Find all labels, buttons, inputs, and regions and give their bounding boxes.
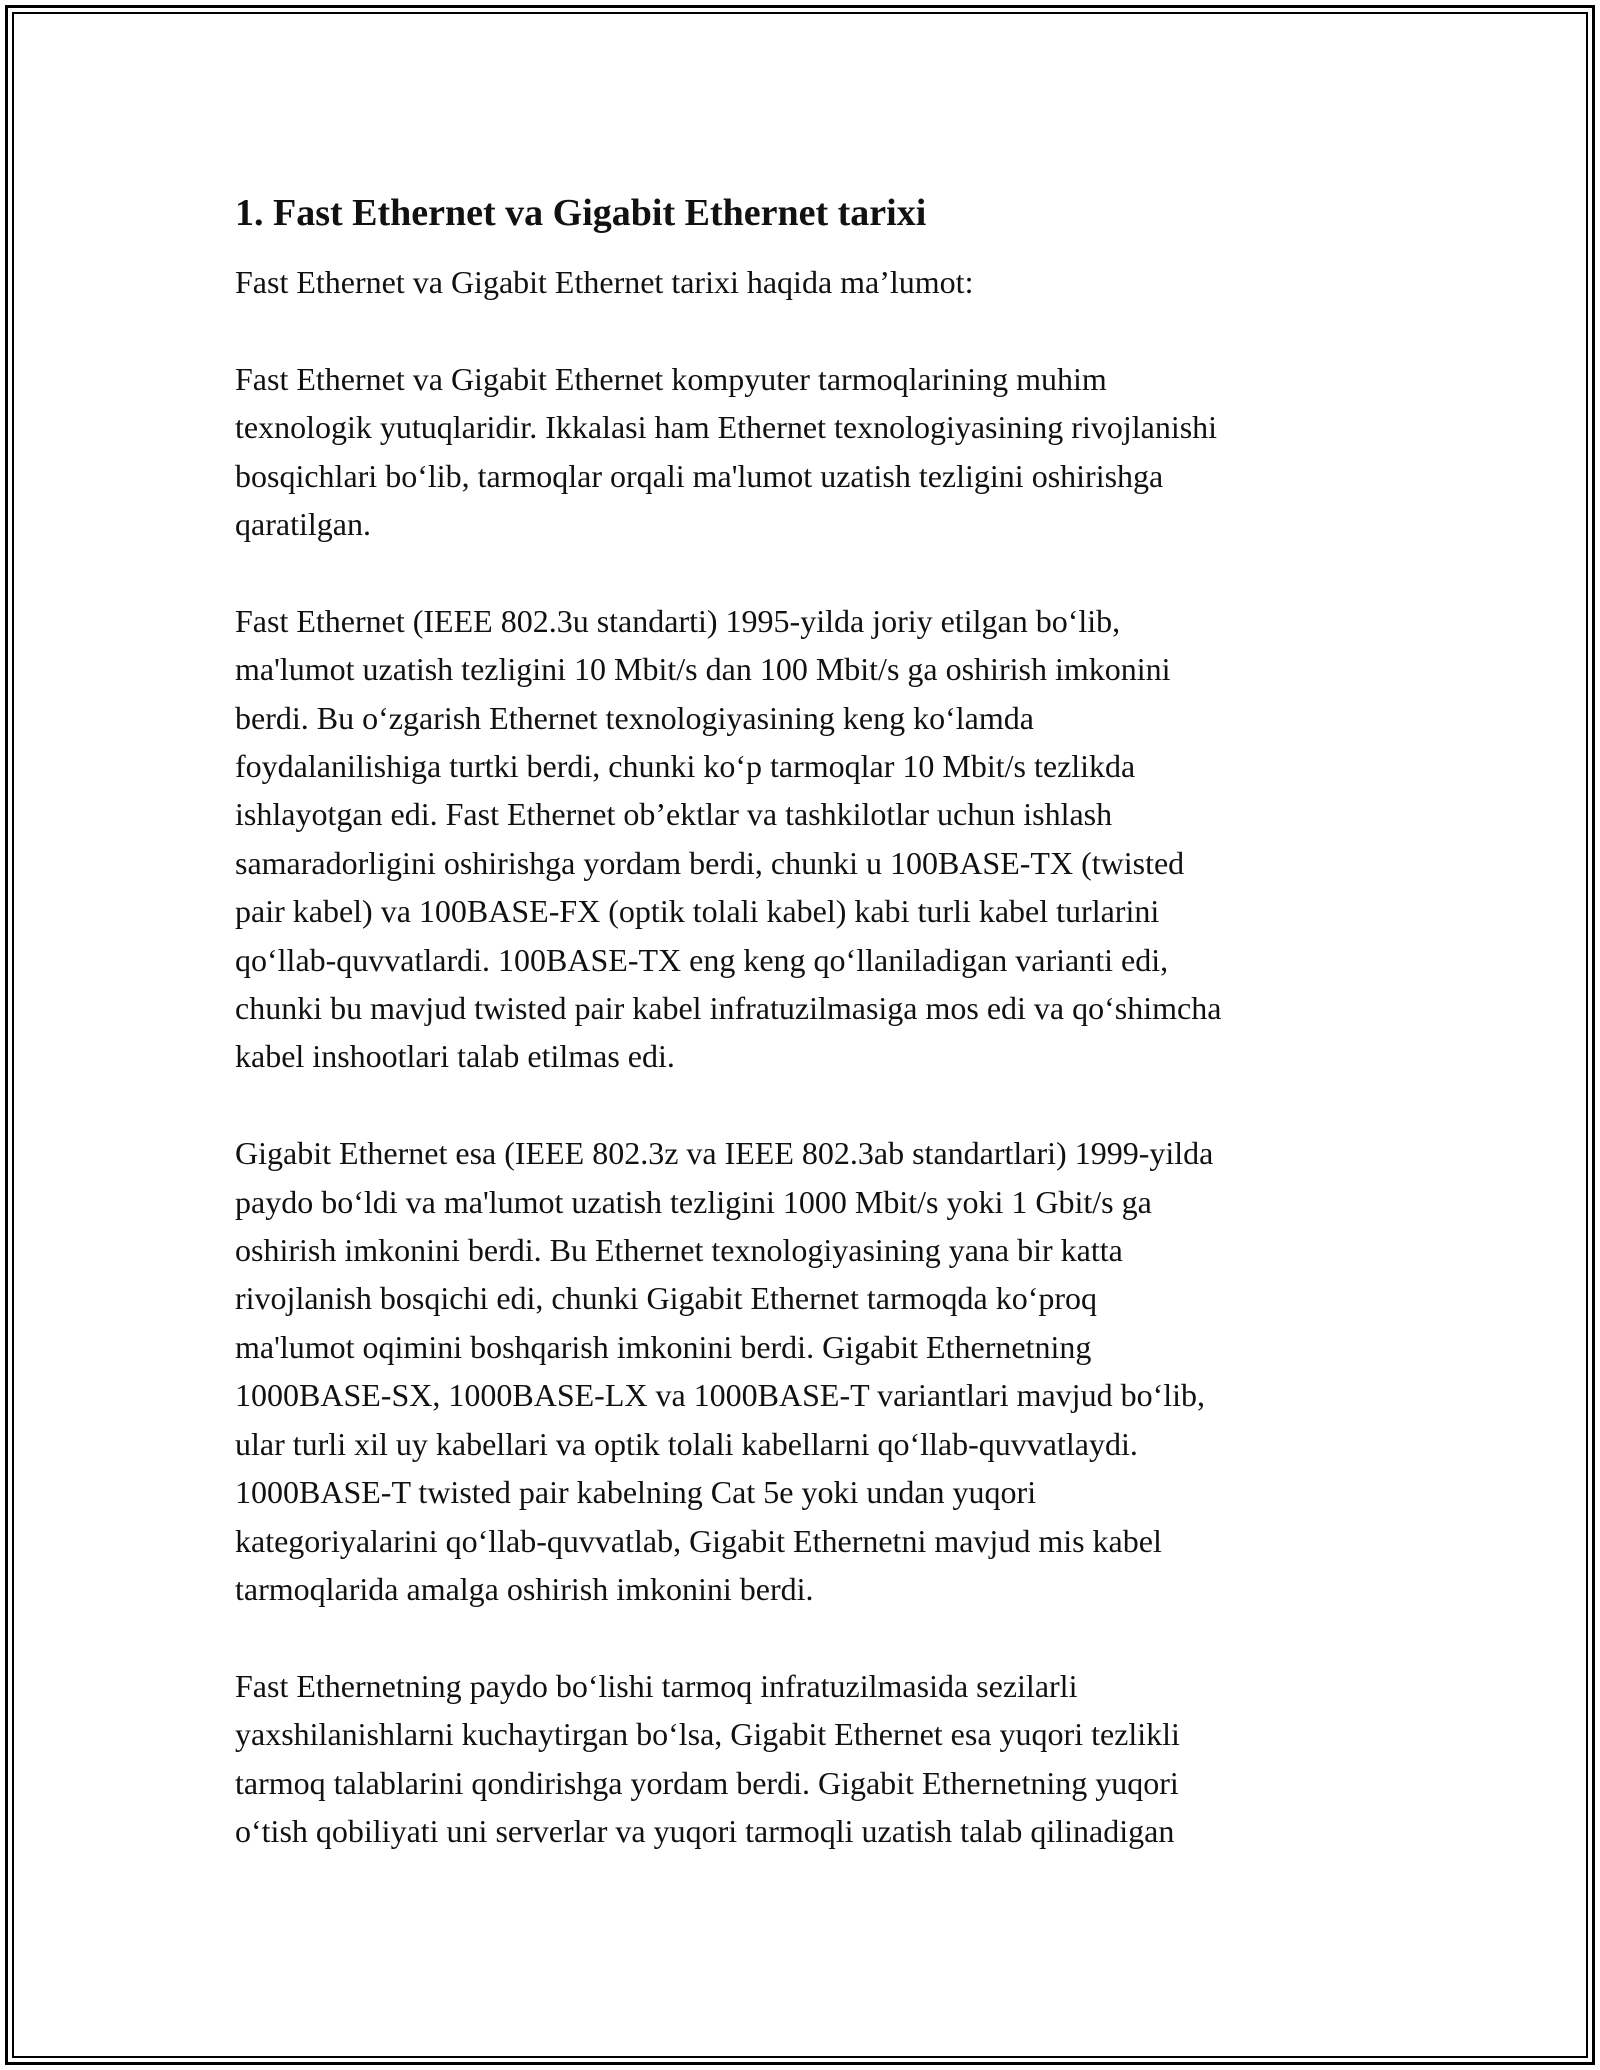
text-line: tarmoq talablarini qondirishga yordam berdi. Gigabit Ethernetning yuqori	[235, 1764, 1179, 1801]
text-line: pair kabel) va 100BASE-FX (optik tolali kabel) kabi turli kabel turlarini	[235, 893, 1160, 930]
text-line: oshirish imkonini berdi. Bu Ethernet texnologiyasining yana bir katta	[235, 1232, 1123, 1269]
text-line: foydalanilishiga turtki berdi, chunki ko‘p tarmoqlar 10 Mbit/s tezlikda	[235, 748, 1136, 785]
paragraph-overview	[235, 355, 1375, 549]
document-body	[235, 186, 1375, 1904]
text-line: bosqichlari bo‘lib, tarmoqlar orqali ma'lumot uzatish tezligini oshirishga	[235, 457, 1164, 494]
text-line: Fast Ethernet va Gigabit Ethernet tarixi haqida ma’lumot:	[235, 264, 974, 300]
text-line: rivojlanish bosqichi edi, chunki Gigabit Ethernet tarmoqda ko‘proq	[235, 1280, 1098, 1317]
paragraph-gigabit-ethernet	[235, 1129, 1375, 1613]
text-line: ma'lumot uzatish tezligini 10 Mbit/s dan 100 Mbit/s ga oshirish imkonini	[235, 651, 1171, 688]
text-line: ular turli xil uy kabellari va optik tolali kabellarni qo‘llab-quvvatlaydi.	[235, 1425, 1138, 1462]
paragraph-comparison	[235, 1662, 1375, 1856]
text-line: Gigabit Ethernet esa (IEEE 802.3z va IEEE 802.3ab standartlari) 1999-yilda	[235, 1135, 1214, 1172]
text-line: kategoriyalarini qo‘llab-quvvatlab, Gigabit Ethernetni mavjud mis kabel	[235, 1522, 1162, 1559]
section-heading: 1. Fast Ethernet va Gigabit Ethernet tarixi	[235, 192, 927, 234]
text-line: Fast Ethernetning paydo bo‘lishi tarmoq infratuzilmasida sezilarli	[235, 1667, 1078, 1704]
text-line: Fast Ethernet va Gigabit Ethernet kompyuter tarmoqlarining muhim	[235, 360, 1107, 397]
paragraph-intro	[235, 258, 1375, 306]
paragraph-fast-ethernet	[235, 597, 1375, 1081]
text-line: tarmoqlarida amalga oshirish imkonini berdi.	[235, 1570, 814, 1607]
text-line: 1000BASE-SX, 1000BASE-LX va 1000BASE-T variantlari mavjud bo‘lib,	[235, 1377, 1205, 1414]
text-line: o‘tish qobiliyati uni serverlar va yuqori tarmoqli uzatish talab qilinadigan	[235, 1812, 1175, 1849]
text-line: berdi. Bu o‘zgarish Ethernet texnologiyasining keng ko‘lamda	[235, 699, 1034, 736]
text-line: texnologik yutuqlaridir. Ikkalasi ham Ethernet texnologiyasining rivojlanishi	[235, 409, 1218, 446]
text-line: paydo bo‘ldi va ma'lumot uzatish tezligini 1000 Mbit/s yoki 1 Gbit/s ga	[235, 1183, 1152, 1220]
text-line: chunki bu mavjud twisted pair kabel infratuzilmasiga mos edi va qo‘shimcha	[235, 990, 1222, 1027]
text-line: qaratilgan.	[235, 506, 371, 543]
text-line: kabel inshootlari talab etilmas edi.	[235, 1038, 675, 1075]
text-line: samaradorligini oshirishga yordam berdi, chunki u 100BASE-TX (twisted	[235, 844, 1185, 881]
text-line: qo‘llab-quvvatlardi. 100BASE-TX eng keng qo‘llaniladigan varianti edi,	[235, 941, 1169, 978]
text-line: ma'lumot oqimini boshqarish imkonini berdi. Gigabit Ethernetning	[235, 1328, 1092, 1365]
text-line: Fast Ethernet (IEEE 802.3u standarti) 1995-yilda joriy etilgan bo‘lib,	[235, 602, 1121, 639]
text-line: ishlayotgan edi. Fast Ethernet ob’ektlar va tashkilotlar uchun ishlash	[235, 796, 1113, 833]
text-line: 1000BASE-T twisted pair kabelning Cat 5e yoki undan yuqori	[235, 1474, 1037, 1511]
text-line: yaxshilanishlarni kuchaytirgan bo‘lsa, Gigabit Ethernet esa yuqori tezlikli	[235, 1716, 1180, 1753]
